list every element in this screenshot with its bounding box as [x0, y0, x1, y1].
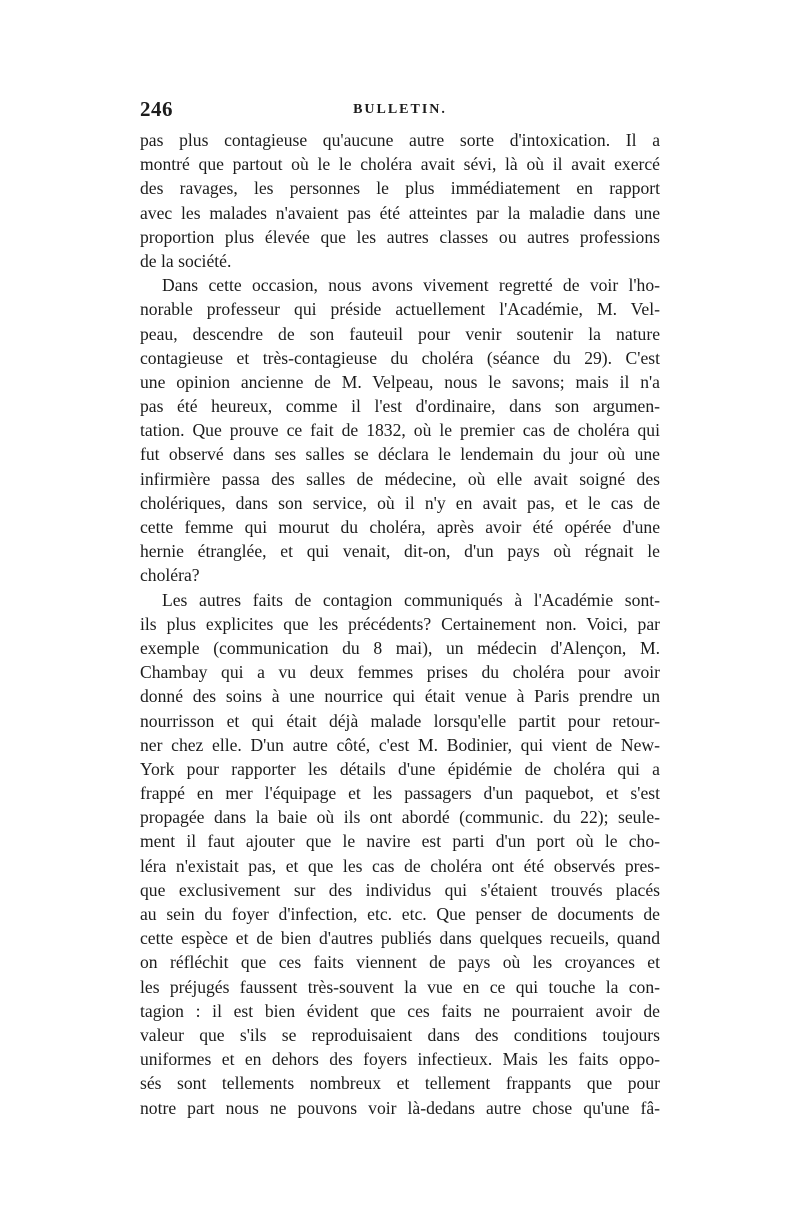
- page-number: 246: [140, 97, 173, 121]
- text-line: une opinion ancienne de M. Velpeau, nous le savons; mais il n'a: [140, 371, 660, 392]
- text-line: pas été heureux, comme il l'est d'ordinaire, dans son argumen-: [140, 396, 660, 417]
- text-line: York pour rapporter les détails d'une épidémie de choléra qui a: [140, 758, 660, 779]
- text-line: Dans cette occasion, nous avons vivement regretté de voir l'ho-: [162, 275, 660, 296]
- text-line: ner chez elle. D'un autre côté, c'est M. Bodinier, qui vient de New-: [140, 734, 660, 755]
- paragraph-3: [140, 588, 660, 1120]
- text-line: choléra?: [140, 565, 200, 586]
- text-line: ils plus explicites que les précédents? Certainement non. Voici, par: [140, 613, 660, 634]
- page-header: [140, 97, 660, 127]
- text-line: des ravages, les personnes le plus immédiatement en rapport: [140, 178, 660, 199]
- text-line: Les autres faits de contagion communiqués à l'Académie sont-: [162, 589, 660, 610]
- text-line: donné des soins à une nourrice qui était venue à Paris prendre un: [140, 686, 660, 707]
- text-line: exemple (communication du 8 mai), un médecin d'Alençon, M.: [140, 637, 660, 658]
- text-line: propagée dans la baie où ils ont abordé (communic. du 22); seule-: [140, 807, 660, 828]
- text-line: nourrisson et qui était déjà malade lorsqu'elle partit pour retour-: [140, 710, 660, 731]
- paragraph-2: [140, 273, 660, 587]
- text-line: fut observé dans ses salles se déclara le lendemain du jour où une: [140, 444, 660, 465]
- text-line: notre part nous ne pouvons voir là-dedans autre chose qu'une fâ-: [140, 1097, 660, 1118]
- text-line: proportion plus élevée que les autres classes ou autres professions: [140, 226, 660, 247]
- running-title: BULLETIN.: [353, 102, 447, 117]
- text-line: on réfléchit que ces faits viennent de pays où les croyances et: [140, 952, 660, 973]
- text-line: tagion : il est bien évident que ces faits ne pourraient avoir de: [140, 1000, 660, 1021]
- text-line: sés sont tellements nombreux et tellement frappants que pour: [140, 1073, 660, 1094]
- text-line: pas plus contagieuse qu'aucune autre sorte d'intoxication. Il a: [140, 130, 660, 150]
- paragraph-1: [140, 128, 660, 273]
- text-line: léra n'existait pas, et que les cas de choléra ont été observés pres-: [140, 855, 660, 876]
- text-line: avec les malades n'avaient pas été atteintes par la maladie dans une: [140, 202, 660, 223]
- text-line: infirmière passa des salles de médecine, où elle avait soigné des: [140, 468, 660, 489]
- text-line: cholériques, dans son service, où il n'y en avait pas, et le cas de: [140, 492, 660, 513]
- text-line: Chambay qui a vu deux femmes prises du choléra pour avoir: [140, 662, 660, 683]
- text-line: que exclusivement sur des individus qui s'étaient trouvés placés: [140, 879, 660, 900]
- text-line: tation. Que prouve ce fait de 1832, où le premier cas de choléra qui: [140, 420, 660, 441]
- text-line: montré que partout où le le choléra avait sévi, là où il avait exercé: [140, 154, 660, 175]
- text-line: ment il faut ajouter que le navire est parti d'un port où le cho-: [140, 831, 660, 852]
- text-line: contagieuse et très-contagieuse du choléra (séance du 29). C'est: [140, 347, 660, 368]
- text-line: cette femme qui mourut du choléra, après avoir été opérée d'une: [140, 517, 660, 537]
- text-line: peau, descendre de son fauteuil pour venir soutenir la nature: [140, 323, 660, 344]
- body-text: [140, 128, 660, 1120]
- text-line: hernie étranglée, et qui venait, dit-on, d'un pays où régnait le: [140, 541, 660, 562]
- text-line: cette espèce et de bien d'autres publiés dans quelques recueils, quand: [140, 928, 660, 949]
- text-line: frappé en mer l'équipage et les passagers d'un paquebot, et s'est: [140, 783, 660, 804]
- text-line: norable professeur qui préside actuellement l'Académie, M. Vel-: [140, 299, 660, 320]
- text-line: uniformes et en dehors des foyers infectieux. Mais les faits oppo-: [140, 1049, 660, 1070]
- text-line: au sein du foyer d'infection, etc. etc. Que penser de documents de: [140, 904, 660, 924]
- text-line: de la société.: [140, 250, 232, 271]
- text-line: valeur que s'ils se reproduisaient dans des conditions toujours: [140, 1024, 660, 1045]
- text-line: les préjugés faussent très-souvent la vue en ce qui touche la con-: [140, 976, 660, 997]
